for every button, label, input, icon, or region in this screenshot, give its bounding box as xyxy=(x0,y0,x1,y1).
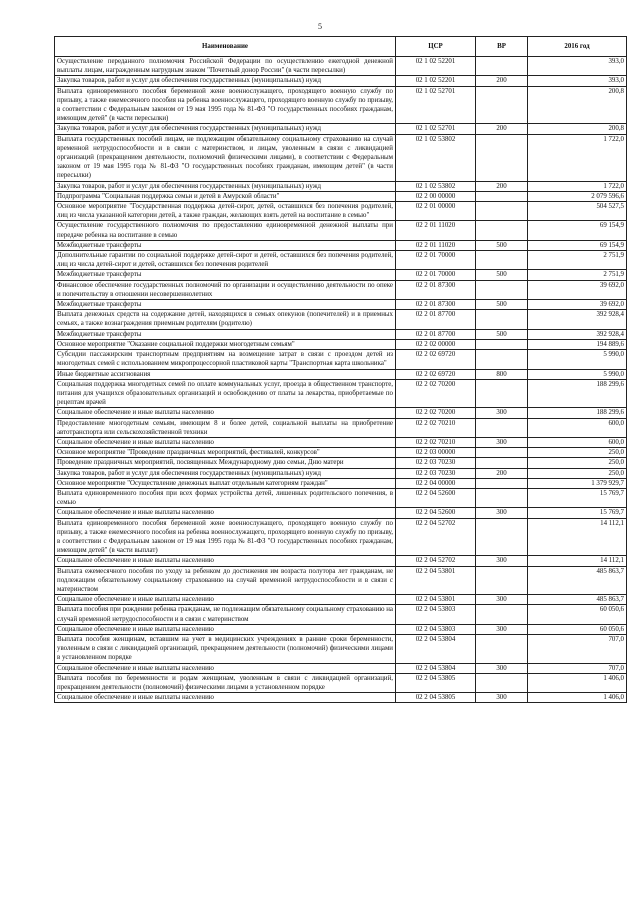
row-amount: 188 299,6 xyxy=(528,379,627,408)
row-name: Субсидии пассажирским транспортным предприятиям на возмещение затрат в связи с проездом детей из многодетных семей с использованием микропроцессорной пластиковой карты "Транспортная карта школьника" xyxy=(55,350,396,369)
row-csr-code: 02 2 04 53804 xyxy=(396,663,476,673)
row-amount: 39 692,0 xyxy=(528,280,627,299)
row-csr-code: 02 1 02 53802 xyxy=(396,134,476,181)
row-amount: 393,0 xyxy=(528,57,627,76)
row-name: Выплата пособия женщинам, вставшим на учет в медицинских учреждениях в ранние сроки беременности, уволенным в связи с ликвидацией организаций, прекращением деятельности (полномочий) физическими лицами в установленном порядке xyxy=(55,634,396,663)
row-name: Основное мероприятие "Государственная поддержка детей-сирот, детей, оставшихся без попечения родителей, лиц из числа указанной категории детей, а также граждан, желающих взять детей на воспитание в семью" xyxy=(55,202,396,221)
table-row xyxy=(55,379,627,408)
row-csr-code: 02 1 02 52701 xyxy=(396,124,476,134)
row-csr-code: 02 2 04 52600 xyxy=(396,488,476,507)
row-amount: 14 112,1 xyxy=(528,518,627,556)
row-csr-code: 02 2 02 00000 xyxy=(396,339,476,349)
row-vr-code xyxy=(476,518,528,556)
row-csr-code: 02 2 01 11020 xyxy=(396,240,476,250)
table-row xyxy=(55,478,627,488)
table-header-row xyxy=(55,37,627,57)
table-row xyxy=(55,488,627,507)
table-row xyxy=(55,437,627,447)
row-csr-code: 02 2 04 53803 xyxy=(396,624,476,634)
row-vr-code xyxy=(476,448,528,458)
row-vr-code: 300 xyxy=(476,408,528,418)
row-name: Межбюджетные трансферты xyxy=(55,329,396,339)
row-amount: 2 079 596,6 xyxy=(528,191,627,201)
row-name: Выплата единовременного пособия при всех формах устройства детей, лишенных родительского попечения, в семью xyxy=(55,488,396,507)
row-name: Подпрограмма "Социальная поддержка семьи и детей в Амурской области" xyxy=(55,191,396,201)
row-amount: 39 692,0 xyxy=(528,300,627,310)
row-amount: 200,8 xyxy=(528,86,627,124)
row-amount: 250,0 xyxy=(528,448,627,458)
row-name: Социальное обеспечение и иные выплаты населению xyxy=(55,624,396,634)
row-csr-code: 02 2 04 53805 xyxy=(396,673,476,692)
row-name: Выплата пособия по беременности и родам женщинам, уволенным в связи с ликвидацией организаций, прекращением деятельности (полномочий) физическими лицами в установленном порядке xyxy=(55,673,396,692)
table-row xyxy=(55,448,627,458)
table-row xyxy=(55,310,627,329)
row-name: Закупка товаров, работ и услуг для обеспечения государственных (муниципальных) нужд xyxy=(55,76,396,86)
row-csr-code: 02 2 04 52702 xyxy=(396,556,476,566)
row-amount: 504 527,5 xyxy=(528,202,627,221)
table-row xyxy=(55,458,627,468)
row-vr-code xyxy=(476,478,528,488)
row-name: Выплата единовременного пособия беременной жене военнослужащего, проходящего военную службу по призыву, а также ежемесячного пособия на ребенка военнослужащего, проходящего военную службу по призыву, в соответствии с Федеральным законом от 19 мая 1995 года № 81-ФЗ "О государственных пособиях гражданам, имеющим детей" (в части выплат) xyxy=(55,518,396,556)
row-csr-code: 02 2 01 00000 xyxy=(396,202,476,221)
row-name: Основное мероприятие "Оказание социальной поддержки многодетным семьям" xyxy=(55,339,396,349)
row-csr-code: 02 2 02 70200 xyxy=(396,408,476,418)
row-name: Межбюджетные трансферты xyxy=(55,270,396,280)
row-name: Осуществление переданного полномочия Российской Федерации по осуществлению ежегодной денежной выплаты лицам, награжденным нагрудным знаком "Почетный донор России" (в части пересылки) xyxy=(55,57,396,76)
header-vr: ВР xyxy=(476,37,528,57)
row-vr-code xyxy=(476,251,528,270)
row-vr-code xyxy=(476,379,528,408)
row-name: Выплата денежных средств на содержание детей, находящихся в семьях опекунов (попечителей) и в приемных семьях, а также вознаграждения приемным родителям (родителю) xyxy=(55,310,396,329)
row-name: Социальное обеспечение и иные выплаты населению xyxy=(55,663,396,673)
table-row xyxy=(55,663,627,673)
row-csr-code: 02 2 00 00000 xyxy=(396,191,476,201)
row-csr-code: 02 1 02 53802 xyxy=(396,181,476,191)
table-row xyxy=(55,518,627,556)
row-csr-code: 02 2 04 53801 xyxy=(396,566,476,595)
row-amount: 707,0 xyxy=(528,634,627,663)
row-amount: 1 406,0 xyxy=(528,693,627,703)
table-row xyxy=(55,202,627,221)
row-name: Проведение праздничных мероприятий, посвященных Международному дню семьи, Дню матери xyxy=(55,458,396,468)
row-csr-code: 02 2 02 70200 xyxy=(396,379,476,408)
header-csr: ЦСР xyxy=(396,37,476,57)
row-csr-code: 02 2 04 53803 xyxy=(396,605,476,624)
row-amount: 393,0 xyxy=(528,76,627,86)
row-csr-code: 02 2 02 70210 xyxy=(396,418,476,437)
row-vr-code: 200 xyxy=(476,181,528,191)
table-row xyxy=(55,124,627,134)
row-name: Выплата единовременного пособия беременной жене военнослужащего, проходящего военную службу по призыву, а также ежемесячного пособия на ребенка военнослужащего, проходящего военную службу по призыву, в соответствии с Федеральным законом от 19 мая 1995 года № 81-ФЗ "О государственных пособиях гражданам, имеющим детей" (в части пересылки) xyxy=(55,86,396,124)
row-amount: 188 299,6 xyxy=(528,408,627,418)
row-csr-code: 02 2 01 70000 xyxy=(396,270,476,280)
row-csr-code: 02 2 01 70000 xyxy=(396,251,476,270)
row-vr-code xyxy=(476,673,528,692)
table-row xyxy=(55,556,627,566)
row-vr-code xyxy=(476,350,528,369)
row-amount: 60 050,6 xyxy=(528,624,627,634)
row-amount: 69 154,9 xyxy=(528,240,627,250)
row-name: Социальное обеспечение и иные выплаты населению xyxy=(55,437,396,447)
row-vr-code xyxy=(476,634,528,663)
row-vr-code xyxy=(476,202,528,221)
row-vr-code: 300 xyxy=(476,595,528,605)
row-vr-code xyxy=(476,280,528,299)
row-vr-code: 200 xyxy=(476,124,528,134)
row-name: Социальное обеспечение и иные выплаты населению xyxy=(55,595,396,605)
row-name: Основное мероприятие "Осуществление денежных выплат отдельным категориям граждан" xyxy=(55,478,396,488)
table-row xyxy=(55,605,627,624)
row-amount: 1 406,0 xyxy=(528,673,627,692)
row-vr-code xyxy=(476,605,528,624)
row-csr-code: 02 2 04 52702 xyxy=(396,518,476,556)
row-vr-code xyxy=(476,86,528,124)
table-row xyxy=(55,508,627,518)
row-amount: 392 928,4 xyxy=(528,310,627,329)
row-csr-code: 02 2 01 87300 xyxy=(396,300,476,310)
table-row xyxy=(55,57,627,76)
row-csr-code: 02 2 04 53805 xyxy=(396,693,476,703)
row-amount: 250,0 xyxy=(528,468,627,478)
table-row xyxy=(55,595,627,605)
row-amount: 5 990,0 xyxy=(528,350,627,369)
row-name: Социальное обеспечение и иные выплаты населению xyxy=(55,408,396,418)
table-row xyxy=(55,191,627,201)
row-csr-code: 02 2 02 69720 xyxy=(396,369,476,379)
row-amount: 600,0 xyxy=(528,418,627,437)
row-vr-code xyxy=(476,418,528,437)
row-vr-code xyxy=(476,458,528,468)
table-row xyxy=(55,251,627,270)
table-row xyxy=(55,300,627,310)
row-name: Выплата государственных пособий лицам, не подлежащим обязательному социальному страхованию на случай временной нетрудоспособности и в связи с материнством, и лицам, уволенным в связи с ликвидацией организаций (прекращением деятельности, полномочий физическими лицами), в соответствии с Федеральным законом от 19 мая 1995 года № 81-ФЗ "О государственных пособиях гражданам, имеющим детей" (в части пересылки) xyxy=(55,134,396,181)
table-row xyxy=(55,181,627,191)
row-amount: 15 769,7 xyxy=(528,508,627,518)
row-vr-code: 300 xyxy=(476,508,528,518)
row-vr-code xyxy=(476,566,528,595)
row-amount: 1 722,0 xyxy=(528,134,627,181)
row-amount: 69 154,9 xyxy=(528,221,627,240)
table-row xyxy=(55,693,627,703)
row-csr-code: 02 1 02 52201 xyxy=(396,57,476,76)
row-name: Выплата ежемесячного пособия по уходу за ребенком до достижения им возраста полутора лет гражданам, не подлежащим обязательному социальному страхованию на случай временной нетрудоспособности и в связи с материнством xyxy=(55,566,396,595)
row-amount: 2 751,9 xyxy=(528,251,627,270)
table-row xyxy=(55,673,627,692)
row-csr-code: 02 2 04 53804 xyxy=(396,634,476,663)
table-row xyxy=(55,329,627,339)
row-amount: 1 722,0 xyxy=(528,181,627,191)
row-vr-code: 300 xyxy=(476,556,528,566)
row-csr-code: 02 2 03 00000 xyxy=(396,448,476,458)
row-name: Дополнительные гарантии по социальной поддержке детей-сирот и детей, оставшихся без попечения родителей, лиц из числа детей-сирот и детей, оставшихся без попечения родителей xyxy=(55,251,396,270)
row-vr-code xyxy=(476,57,528,76)
row-vr-code xyxy=(476,310,528,329)
row-amount: 250,0 xyxy=(528,458,627,468)
table-body xyxy=(55,57,627,703)
table-row xyxy=(55,468,627,478)
row-name: Финансовое обеспечение государственных полномочий по организации и осуществлению деятельности по опеке и попечительству в отношении несовершеннолетних xyxy=(55,280,396,299)
row-csr-code: 02 2 04 53801 xyxy=(396,595,476,605)
row-vr-code: 200 xyxy=(476,468,528,478)
row-csr-code: 02 1 02 52701 xyxy=(396,86,476,124)
row-name: Социальное обеспечение и иные выплаты населению xyxy=(55,508,396,518)
row-amount: 5 990,0 xyxy=(528,369,627,379)
budget-table xyxy=(54,36,627,703)
row-name: Основное мероприятие "Проведение праздничных мероприятий, фестивалей, конкурсов" xyxy=(55,448,396,458)
row-vr-code xyxy=(476,134,528,181)
row-vr-code: 800 xyxy=(476,369,528,379)
row-amount: 15 769,7 xyxy=(528,488,627,507)
row-name: Закупка товаров, работ и услуг для обеспечения государственных (муниципальных) нужд xyxy=(55,181,396,191)
row-csr-code: 02 2 01 11020 xyxy=(396,221,476,240)
row-amount: 1 379 929,7 xyxy=(528,478,627,488)
row-csr-code: 02 2 02 70210 xyxy=(396,437,476,447)
table-row xyxy=(55,221,627,240)
row-name: Межбюджетные трансферты xyxy=(55,300,396,310)
table-row xyxy=(55,240,627,250)
row-csr-code: 02 2 01 87700 xyxy=(396,310,476,329)
row-amount: 485 863,7 xyxy=(528,595,627,605)
row-vr-code: 300 xyxy=(476,437,528,447)
row-amount: 200,8 xyxy=(528,124,627,134)
row-vr-code: 300 xyxy=(476,624,528,634)
row-amount: 194 889,6 xyxy=(528,339,627,349)
row-csr-code: 02 2 04 00000 xyxy=(396,478,476,488)
row-name: Выплата пособия при рождении ребенка гражданам, не подлежащим обязательному социальному страхованию на случай временной нетрудоспособности и в связи с материнством xyxy=(55,605,396,624)
row-vr-code: 500 xyxy=(476,300,528,310)
row-vr-code: 300 xyxy=(476,693,528,703)
table-row xyxy=(55,280,627,299)
row-vr-code: 500 xyxy=(476,240,528,250)
row-name: Социальное обеспечение и иные выплаты населению xyxy=(55,693,396,703)
table-row xyxy=(55,134,627,181)
table-row xyxy=(55,624,627,634)
header-year: 2016 год xyxy=(528,37,627,57)
row-name: Иные бюджетные ассигнования xyxy=(55,369,396,379)
row-csr-code: 02 2 03 70230 xyxy=(396,468,476,478)
row-vr-code xyxy=(476,488,528,507)
row-amount: 707,0 xyxy=(528,663,627,673)
row-csr-code: 02 2 02 69720 xyxy=(396,350,476,369)
table-row xyxy=(55,566,627,595)
row-amount: 600,0 xyxy=(528,437,627,447)
row-csr-code: 02 2 04 52600 xyxy=(396,508,476,518)
table-row xyxy=(55,634,627,663)
row-vr-code xyxy=(476,221,528,240)
table-row xyxy=(55,418,627,437)
table-row xyxy=(55,369,627,379)
row-csr-code: 02 1 02 52201 xyxy=(396,76,476,86)
row-vr-code: 500 xyxy=(476,329,528,339)
row-name: Социальная поддержка многодетных семей по оплате коммунальных услуг, проезда в общественном транспорте, питания для учащихся образовательных организаций и освобождению от платы за лекарства, приобретаемые по рецептам врачей xyxy=(55,379,396,408)
row-vr-code: 300 xyxy=(476,663,528,673)
row-vr-code: 500 xyxy=(476,270,528,280)
row-csr-code: 02 2 03 70230 xyxy=(396,458,476,468)
row-vr-code xyxy=(476,339,528,349)
row-amount: 485 863,7 xyxy=(528,566,627,595)
row-amount: 14 112,1 xyxy=(528,556,627,566)
table-row xyxy=(55,86,627,124)
table-row xyxy=(55,76,627,86)
row-vr-code xyxy=(476,191,528,201)
table-row xyxy=(55,339,627,349)
row-name: Предоставление многодетным семьям, имеющим 8 и более детей, социальной выплаты на приобретение автотранспорта или сельскохозяйственной техники xyxy=(55,418,396,437)
row-csr-code: 02 2 01 87300 xyxy=(396,280,476,299)
row-amount: 392 928,4 xyxy=(528,329,627,339)
row-name: Закупка товаров, работ и услуг для обеспечения государственных (муниципальных) нужд xyxy=(55,124,396,134)
row-vr-code: 200 xyxy=(476,76,528,86)
header-name: Наименование xyxy=(55,37,396,57)
table-row xyxy=(55,350,627,369)
table-row xyxy=(55,408,627,418)
row-name: Осуществление государственного полномочия по предоставлению единовременной денежной выплаты при передаче ребенка на воспитание в семью xyxy=(55,221,396,240)
row-csr-code: 02 2 01 87700 xyxy=(396,329,476,339)
row-amount: 2 751,9 xyxy=(528,270,627,280)
row-name: Закупка товаров, работ и услуг для обеспечения государственных (муниципальных) нужд xyxy=(55,468,396,478)
table-row xyxy=(55,270,627,280)
page-number: 5 xyxy=(318,22,322,31)
row-name: Социальное обеспечение и иные выплаты населению xyxy=(55,556,396,566)
row-amount: 60 050,6 xyxy=(528,605,627,624)
row-name: Межбюджетные трансферты xyxy=(55,240,396,250)
